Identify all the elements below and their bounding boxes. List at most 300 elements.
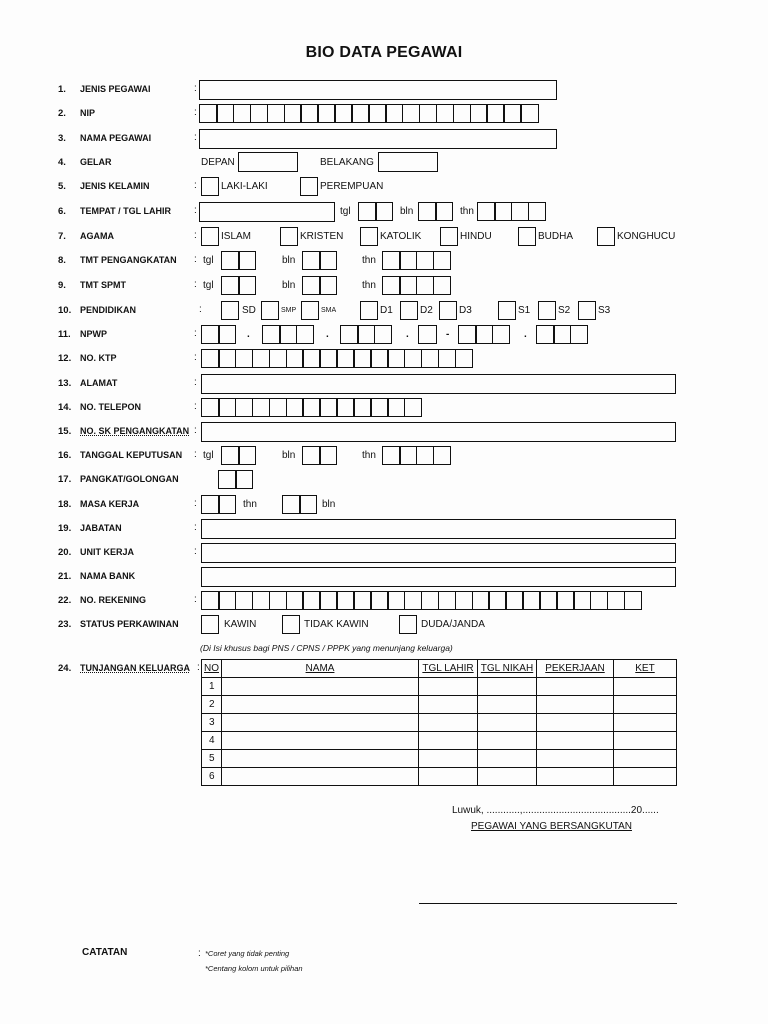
table-cell[interactable] bbox=[419, 678, 478, 696]
field-number: 14. bbox=[58, 402, 72, 413]
digit-cell[interactable] bbox=[472, 591, 491, 610]
table-cell[interactable] bbox=[478, 714, 537, 732]
digit-cell[interactable] bbox=[455, 349, 474, 368]
digit-cell[interactable] bbox=[353, 591, 372, 610]
digit-cell[interactable] bbox=[370, 398, 389, 417]
field-number: 16. bbox=[58, 450, 72, 461]
digit-cell[interactable] bbox=[221, 251, 240, 270]
digit-cell[interactable] bbox=[494, 202, 513, 221]
digit-cell[interactable] bbox=[199, 104, 218, 123]
npwp-separator: . bbox=[524, 329, 527, 340]
table-cell[interactable] bbox=[614, 696, 677, 714]
katolik-checkbox[interactable] bbox=[360, 227, 378, 246]
row-agama bbox=[0, 226, 768, 248]
digit-cell[interactable] bbox=[416, 276, 435, 295]
table-cell[interactable] bbox=[222, 732, 419, 750]
row-pangkat-golongan bbox=[0, 469, 768, 491]
digit-cell[interactable] bbox=[433, 446, 452, 465]
digit-cell[interactable] bbox=[340, 325, 359, 344]
family-note: (Di Isi khusus bagi PNS / CPNS / PPPK yang menunjang keluarga) bbox=[200, 643, 453, 653]
digit-cell[interactable] bbox=[218, 470, 237, 489]
digit-cell[interactable] bbox=[286, 349, 305, 368]
digit-cell[interactable] bbox=[218, 495, 237, 514]
digit-cell[interactable] bbox=[387, 349, 406, 368]
field-number: 19. bbox=[58, 523, 72, 534]
masa-kerja-bln[interactable] bbox=[282, 495, 316, 514]
digit-cell[interactable] bbox=[296, 325, 315, 344]
digit-cell[interactable] bbox=[299, 495, 318, 514]
table-cell[interactable] bbox=[419, 750, 478, 768]
table-cell[interactable] bbox=[537, 696, 614, 714]
digit-cell[interactable] bbox=[319, 591, 338, 610]
tgl-lahir-year[interactable] bbox=[477, 202, 545, 221]
table-cell[interactable] bbox=[478, 696, 537, 714]
digit-cell[interactable] bbox=[319, 446, 338, 465]
col-pekerjaan: PEKERJAAN bbox=[537, 660, 614, 678]
npwp-group-2[interactable] bbox=[262, 325, 313, 344]
field-number: 11. bbox=[58, 329, 71, 340]
digit-cell[interactable] bbox=[539, 591, 558, 610]
digit-cell[interactable] bbox=[267, 104, 286, 123]
tgl-lahir-day[interactable] bbox=[358, 202, 392, 221]
npwp-group-5[interactable] bbox=[458, 325, 509, 344]
digit-cell[interactable] bbox=[201, 349, 220, 368]
field-label: NO. REKENING bbox=[80, 595, 147, 605]
field-label: MASA KERJA bbox=[80, 499, 140, 509]
digit-cell[interactable] bbox=[382, 446, 401, 465]
digit-cell[interactable] bbox=[590, 591, 609, 610]
form-title: BIO DATA PEGAWAI bbox=[305, 44, 463, 61]
field-label: TEMPAT / TGL LAHIR bbox=[80, 206, 171, 216]
d1-checkbox[interactable] bbox=[360, 301, 378, 320]
family-table bbox=[201, 659, 677, 786]
digit-cell[interactable] bbox=[536, 325, 555, 344]
islam-checkbox[interactable] bbox=[201, 227, 219, 246]
table-cell[interactable] bbox=[419, 696, 478, 714]
table-cell[interactable] bbox=[478, 678, 537, 696]
jabatan-field[interactable] bbox=[201, 519, 676, 539]
digit-cell[interactable] bbox=[404, 349, 423, 368]
digit-cell[interactable] bbox=[302, 398, 321, 417]
digit-cell[interactable] bbox=[353, 349, 372, 368]
digit-cell[interactable] bbox=[418, 325, 437, 344]
digit-cell[interactable] bbox=[252, 349, 271, 368]
alamat-field[interactable] bbox=[201, 374, 676, 394]
field-label: TUNJANGAN KELUARGA bbox=[80, 663, 190, 673]
row-status-perkawinan bbox=[0, 614, 768, 636]
digit-cell[interactable] bbox=[250, 104, 269, 123]
thn-label: thn bbox=[362, 280, 376, 291]
row-nama-pegawai bbox=[0, 128, 768, 150]
s1-label: S1 bbox=[518, 305, 531, 316]
table-cell[interactable] bbox=[614, 750, 677, 768]
row-tmt-spmt bbox=[0, 275, 768, 297]
colon: : bbox=[194, 254, 197, 265]
tmt-spmt-day[interactable] bbox=[221, 276, 255, 295]
digit-cell[interactable] bbox=[528, 202, 547, 221]
row-tmt-pengangkatan bbox=[0, 250, 768, 272]
table-cell[interactable] bbox=[537, 750, 614, 768]
table-cell[interactable] bbox=[419, 714, 478, 732]
digit-cell[interactable] bbox=[399, 276, 418, 295]
digit-cell[interactable] bbox=[505, 591, 524, 610]
digit-cell[interactable] bbox=[319, 251, 338, 270]
table-cell[interactable] bbox=[537, 732, 614, 750]
field-number: 1. bbox=[58, 84, 66, 95]
konghucu-label: KONGHUCU bbox=[617, 231, 676, 242]
no-sk-field[interactable] bbox=[201, 422, 676, 442]
field-label: GELAR bbox=[80, 157, 112, 167]
digit-cell[interactable] bbox=[201, 591, 220, 610]
digit-cell[interactable] bbox=[218, 398, 237, 417]
tgl-keputusan-day[interactable] bbox=[221, 446, 255, 465]
s1-checkbox[interactable] bbox=[498, 301, 516, 320]
colon: : bbox=[197, 662, 200, 673]
tgl-lahir-month[interactable] bbox=[418, 202, 452, 221]
field-label: NO. KTP bbox=[80, 353, 117, 363]
digit-cell[interactable] bbox=[235, 398, 254, 417]
digit-cell[interactable] bbox=[286, 398, 305, 417]
no-rekening-field[interactable] bbox=[201, 591, 641, 610]
digit-cell[interactable] bbox=[252, 591, 271, 610]
row-tempat-tgl-lahir bbox=[0, 201, 768, 223]
digit-cell[interactable] bbox=[336, 591, 355, 610]
digit-cell[interactable] bbox=[404, 398, 423, 417]
no-telepon-field[interactable] bbox=[201, 398, 421, 417]
table-row bbox=[202, 678, 677, 696]
colon: : bbox=[194, 449, 197, 460]
smp-checkbox[interactable] bbox=[261, 301, 279, 320]
thn-label: thn bbox=[460, 206, 474, 217]
digit-cell[interactable] bbox=[319, 398, 338, 417]
row-jenis-kelamin bbox=[0, 176, 768, 198]
colon: : bbox=[194, 594, 197, 605]
digit-cell[interactable] bbox=[488, 591, 507, 610]
digit-cell[interactable] bbox=[570, 325, 589, 344]
field-number: 4. bbox=[58, 157, 66, 168]
digit-cell[interactable] bbox=[302, 349, 321, 368]
nip-field[interactable] bbox=[199, 104, 537, 123]
tidak-kawin-checkbox[interactable] bbox=[282, 615, 300, 634]
npwp-group-1[interactable] bbox=[201, 325, 235, 344]
table-cell[interactable] bbox=[478, 750, 537, 768]
digit-cell[interactable] bbox=[470, 104, 489, 123]
digit-cell[interactable] bbox=[336, 398, 355, 417]
digit-cell[interactable] bbox=[317, 104, 336, 123]
digit-cell[interactable] bbox=[201, 398, 220, 417]
table-row bbox=[202, 732, 677, 750]
npwp-separator: . bbox=[326, 329, 329, 340]
field-label: JENIS KELAMIN bbox=[80, 181, 150, 191]
unit-kerja-field[interactable] bbox=[201, 543, 676, 563]
gelar-depan-label: DEPAN bbox=[201, 157, 235, 168]
tempat-lahir-field[interactable] bbox=[199, 202, 335, 222]
digit-cell[interactable] bbox=[433, 251, 452, 270]
digit-cell[interactable] bbox=[235, 470, 254, 489]
digit-cell[interactable] bbox=[279, 325, 298, 344]
gelar-belakang-field[interactable] bbox=[378, 152, 438, 172]
table-cell[interactable] bbox=[537, 678, 614, 696]
digit-cell[interactable] bbox=[511, 202, 530, 221]
digit-cell[interactable] bbox=[556, 591, 575, 610]
row-number: 1 bbox=[202, 678, 222, 696]
table-cell[interactable] bbox=[537, 714, 614, 732]
d3-checkbox[interactable] bbox=[439, 301, 457, 320]
digit-cell[interactable] bbox=[382, 251, 401, 270]
digit-cell[interactable] bbox=[238, 276, 257, 295]
col-ket: KET bbox=[614, 660, 677, 678]
field-label: ALAMAT bbox=[80, 378, 118, 388]
digit-cell[interactable] bbox=[269, 591, 288, 610]
digit-cell[interactable] bbox=[238, 251, 257, 270]
digit-cell[interactable] bbox=[418, 202, 437, 221]
bln-label: bln bbox=[282, 450, 296, 461]
colon: : bbox=[194, 401, 197, 412]
row-no-ktp bbox=[0, 348, 768, 370]
digit-cell[interactable] bbox=[486, 104, 505, 123]
pangkat-golongan-field[interactable] bbox=[218, 470, 252, 489]
s2-checkbox[interactable] bbox=[538, 301, 556, 320]
laki-laki-checkbox[interactable] bbox=[201, 177, 219, 196]
digit-cell[interactable] bbox=[370, 349, 389, 368]
digit-cell[interactable] bbox=[370, 591, 389, 610]
digit-cell[interactable] bbox=[319, 349, 338, 368]
digit-cell[interactable] bbox=[216, 104, 235, 123]
npwp-group-4[interactable] bbox=[418, 325, 435, 344]
digit-cell[interactable] bbox=[387, 591, 406, 610]
digit-cell[interactable] bbox=[492, 325, 511, 344]
digit-cell[interactable] bbox=[302, 591, 321, 610]
digit-cell[interactable] bbox=[416, 446, 435, 465]
tgl-label: tgl bbox=[203, 450, 214, 461]
colon: : bbox=[194, 180, 197, 191]
d2-label: D2 bbox=[420, 305, 433, 316]
digit-cell[interactable] bbox=[201, 325, 220, 344]
table-cell[interactable] bbox=[614, 732, 677, 750]
digit-cell[interactable] bbox=[233, 104, 252, 123]
row-gelar bbox=[0, 152, 768, 174]
table-cell[interactable] bbox=[419, 768, 478, 786]
field-label: TMT PENGANGKATAN bbox=[80, 255, 177, 265]
digit-cell[interactable] bbox=[438, 591, 457, 610]
table-cell[interactable] bbox=[222, 696, 419, 714]
gelar-depan-field[interactable] bbox=[238, 152, 298, 172]
digit-cell[interactable] bbox=[368, 104, 387, 123]
table-cell[interactable] bbox=[222, 768, 419, 786]
colon: : bbox=[194, 498, 197, 509]
konghucu-checkbox[interactable] bbox=[597, 227, 615, 246]
digit-cell[interactable] bbox=[385, 104, 404, 123]
digit-cell[interactable] bbox=[573, 591, 592, 610]
digit-cell[interactable] bbox=[252, 398, 271, 417]
row-alamat bbox=[0, 373, 768, 395]
digit-cell[interactable] bbox=[357, 325, 376, 344]
d2-checkbox[interactable] bbox=[400, 301, 418, 320]
hindu-checkbox[interactable] bbox=[440, 227, 458, 246]
digit-cell[interactable] bbox=[419, 104, 438, 123]
digit-cell[interactable] bbox=[421, 591, 440, 610]
masa-kerja-thn[interactable] bbox=[201, 495, 235, 514]
digit-cell[interactable] bbox=[522, 591, 541, 610]
digit-cell[interactable] bbox=[438, 349, 457, 368]
digit-cell[interactable] bbox=[218, 325, 237, 344]
digit-cell[interactable] bbox=[503, 104, 522, 123]
digit-cell[interactable] bbox=[416, 251, 435, 270]
digit-cell[interactable] bbox=[269, 349, 288, 368]
tmt-pengangkatan-day[interactable] bbox=[221, 251, 255, 270]
digit-cell[interactable] bbox=[455, 591, 474, 610]
digit-cell[interactable] bbox=[624, 591, 643, 610]
thn-label: thn bbox=[243, 499, 257, 510]
tmt-pengangkatan-year[interactable] bbox=[382, 251, 450, 270]
digit-cell[interactable] bbox=[269, 398, 288, 417]
digit-cell[interactable] bbox=[238, 446, 257, 465]
digit-cell[interactable] bbox=[218, 591, 237, 610]
digit-cell[interactable] bbox=[286, 591, 305, 610]
digit-cell[interactable] bbox=[221, 276, 240, 295]
digit-cell[interactable] bbox=[302, 446, 321, 465]
sma-checkbox[interactable] bbox=[301, 301, 319, 320]
digit-cell[interactable] bbox=[382, 276, 401, 295]
colon: : bbox=[194, 107, 197, 118]
table-row bbox=[202, 696, 677, 714]
colon: : bbox=[194, 205, 197, 216]
smp-label: SMP bbox=[281, 307, 297, 314]
digit-cell[interactable] bbox=[374, 325, 393, 344]
jenis-pegawai-field[interactable] bbox=[199, 80, 557, 100]
digit-cell[interactable] bbox=[353, 398, 372, 417]
digit-cell[interactable] bbox=[458, 325, 477, 344]
digit-cell[interactable] bbox=[235, 349, 254, 368]
tmt-spmt-month[interactable] bbox=[302, 276, 336, 295]
table-cell[interactable] bbox=[537, 768, 614, 786]
table-cell[interactable] bbox=[222, 750, 419, 768]
thn-label: thn bbox=[362, 255, 376, 266]
perempuan-checkbox[interactable] bbox=[300, 177, 318, 196]
digit-cell[interactable] bbox=[435, 202, 454, 221]
digit-cell[interactable] bbox=[607, 591, 626, 610]
kawin-checkbox[interactable] bbox=[201, 615, 219, 634]
colon: : bbox=[194, 522, 197, 533]
npwp-group-6[interactable] bbox=[536, 325, 587, 344]
signature-line[interactable] bbox=[419, 903, 677, 904]
digit-cell[interactable] bbox=[399, 446, 418, 465]
digit-cell[interactable] bbox=[421, 349, 440, 368]
field-number: 3. bbox=[58, 133, 66, 144]
field-number: 13. bbox=[58, 378, 72, 389]
table-cell[interactable] bbox=[614, 678, 677, 696]
field-label: PANGKAT/GOLONGAN bbox=[80, 474, 179, 484]
kristen-checkbox[interactable] bbox=[280, 227, 298, 246]
field-number: 23. bbox=[58, 619, 72, 630]
digit-cell[interactable] bbox=[433, 276, 452, 295]
field-label: JENIS PEGAWAI bbox=[80, 84, 151, 94]
digit-cell[interactable] bbox=[302, 276, 321, 295]
row-unit-kerja bbox=[0, 542, 768, 564]
table-cell[interactable] bbox=[419, 732, 478, 750]
field-number: 6. bbox=[58, 206, 66, 217]
digit-cell[interactable] bbox=[221, 446, 240, 465]
tmt-pengangkatan-month[interactable] bbox=[302, 251, 336, 270]
table-cell[interactable] bbox=[614, 768, 677, 786]
sd-checkbox[interactable] bbox=[221, 301, 239, 320]
s3-label: S3 bbox=[598, 305, 611, 316]
table-cell[interactable] bbox=[478, 732, 537, 750]
digit-cell[interactable] bbox=[351, 104, 370, 123]
digit-cell[interactable] bbox=[399, 251, 418, 270]
katolik-label: KATOLIK bbox=[380, 231, 422, 242]
digit-cell[interactable] bbox=[477, 202, 496, 221]
digit-cell[interactable] bbox=[553, 325, 572, 344]
field-number: 12. bbox=[58, 353, 72, 364]
digit-cell[interactable] bbox=[235, 591, 254, 610]
digit-cell[interactable] bbox=[475, 325, 494, 344]
digit-cell[interactable] bbox=[201, 495, 220, 514]
digit-cell[interactable] bbox=[319, 276, 338, 295]
npwp-group-3[interactable] bbox=[340, 325, 391, 344]
table-cell[interactable] bbox=[222, 714, 419, 732]
table-cell[interactable] bbox=[478, 768, 537, 786]
digit-cell[interactable] bbox=[453, 104, 472, 123]
digit-cell[interactable] bbox=[402, 104, 421, 123]
tidak-kawin-label: TIDAK KAWIN bbox=[304, 619, 369, 630]
digit-cell[interactable] bbox=[336, 349, 355, 368]
digit-cell[interactable] bbox=[282, 495, 301, 514]
field-label: UNIT KERJA bbox=[80, 547, 135, 557]
row-nip bbox=[0, 103, 768, 125]
tgl-keputusan-month[interactable] bbox=[302, 446, 336, 465]
kawin-label: KAWIN bbox=[224, 619, 257, 630]
budha-checkbox[interactable] bbox=[518, 227, 536, 246]
colon: : bbox=[194, 83, 197, 94]
islam-label: ISLAM bbox=[221, 231, 252, 242]
col-tgl-lahir: TGL LAHIR bbox=[419, 660, 478, 678]
field-label: NAMA BANK bbox=[80, 571, 136, 581]
field-number: 22. bbox=[58, 595, 72, 606]
digit-cell[interactable] bbox=[284, 104, 303, 123]
digit-cell[interactable] bbox=[334, 104, 353, 123]
nama-bank-field[interactable] bbox=[201, 567, 676, 587]
digit-cell[interactable] bbox=[218, 349, 237, 368]
no-ktp-field[interactable] bbox=[201, 349, 472, 368]
digit-cell[interactable] bbox=[520, 104, 539, 123]
table-cell[interactable] bbox=[222, 678, 419, 696]
row-number: 2 bbox=[202, 696, 222, 714]
digit-cell[interactable] bbox=[302, 251, 321, 270]
table-cell[interactable] bbox=[614, 714, 677, 732]
tgl-keputusan-year[interactable] bbox=[382, 446, 450, 465]
npwp-separator: . bbox=[247, 329, 250, 340]
digit-cell[interactable] bbox=[375, 202, 394, 221]
digit-cell[interactable] bbox=[300, 104, 319, 123]
field-number: 8. bbox=[58, 255, 66, 266]
s3-checkbox[interactable] bbox=[578, 301, 596, 320]
field-label: PENDIDIKAN bbox=[80, 305, 137, 315]
digit-cell[interactable] bbox=[262, 325, 281, 344]
nama-pegawai-field[interactable] bbox=[199, 129, 557, 149]
row-no-rekening bbox=[0, 590, 768, 612]
digit-cell[interactable] bbox=[404, 591, 423, 610]
duda-janda-checkbox[interactable] bbox=[399, 615, 417, 634]
table-row bbox=[202, 750, 677, 768]
colon: : bbox=[198, 948, 201, 959]
digit-cell[interactable] bbox=[387, 398, 406, 417]
digit-cell[interactable] bbox=[436, 104, 455, 123]
colon: : bbox=[194, 546, 197, 557]
tmt-spmt-year[interactable] bbox=[382, 276, 450, 295]
npwp-separator: . bbox=[406, 329, 409, 340]
digit-cell[interactable] bbox=[358, 202, 377, 221]
